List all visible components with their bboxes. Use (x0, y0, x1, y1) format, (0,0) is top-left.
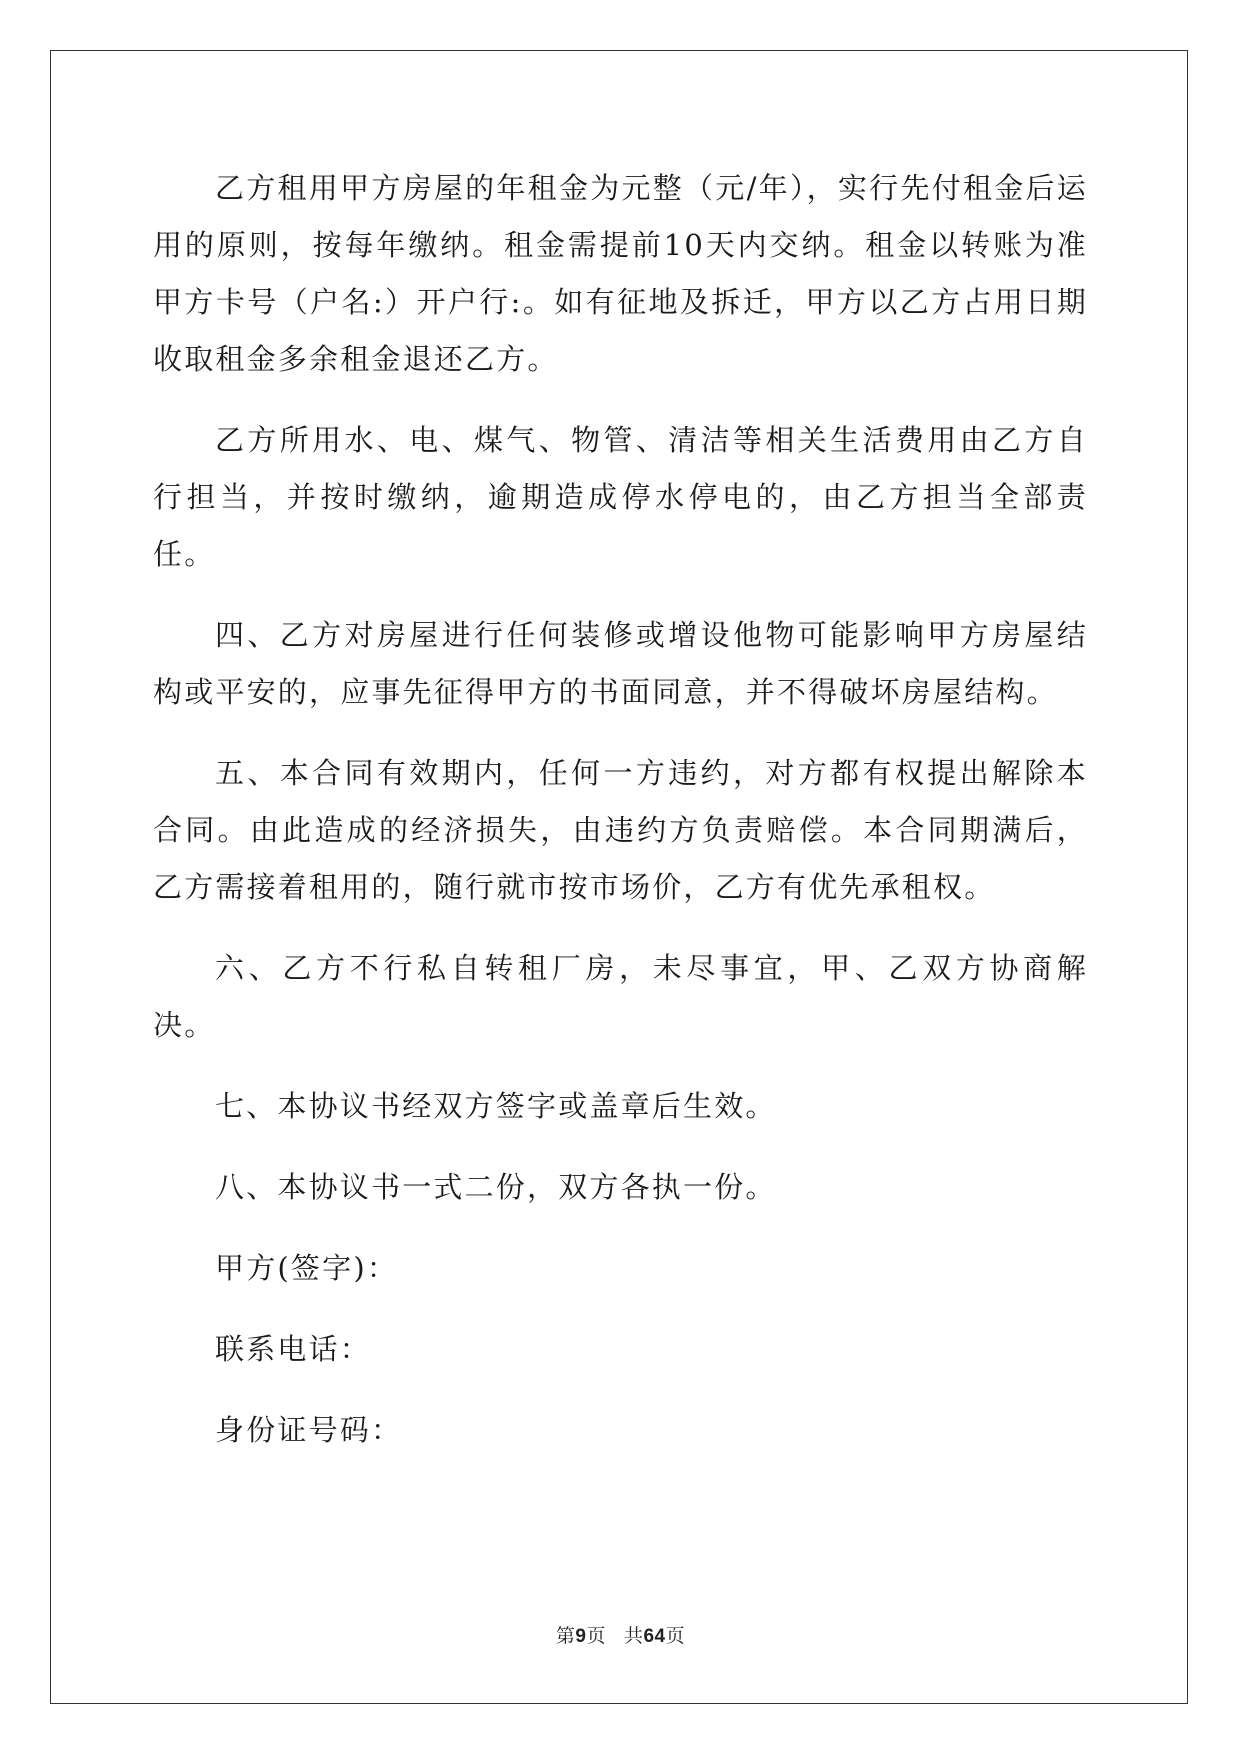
signature-party-a: 甲方(签字)： (215, 1251, 399, 1285)
paragraph-rent-terms: 乙方租用甲方房屋的年租金为元整（元/年），实行先付租金后运用的原则，按每年缴纳。租金需提前10天内交纳。租金以转账为准甲方卡号（户名:）开户行:。如有征地及拆迁，甲方以乙方占用日期收取租金多余租金退还乙方。 (153, 171, 1088, 376)
footer-page-prefix: 第 (555, 1625, 576, 1647)
paragraph-clause-7: 七、本协议书经双方签字或盖章后生效。 (215, 1089, 777, 1123)
footer-total-prefix: 共 (623, 1625, 644, 1647)
document-body (153, 160, 1088, 1483)
paragraph-clause-5: 五、本合同有效期内，任何一方违约，对方都有权提出解除本合同。由此造成的经济损失，由违约方负责赔偿。本合同期满后，乙方需接着租用的，随行就市按市场价，乙方有优先承租权。 (153, 756, 1088, 904)
paragraph-clause-8: 八、本协议书一式二份，双方各执一份。 (215, 1170, 777, 1204)
signature-id-number: 身份证号码： (215, 1413, 403, 1447)
paragraph-clause-6: 六、乙方不行私自转租厂房，未尽事宜，甲、乙双方协商解决。 (153, 951, 1088, 1042)
signature-phone: 联系电话： (215, 1332, 372, 1366)
page-footer (0, 1621, 1241, 1648)
footer-total-suffix: 页 (665, 1625, 686, 1647)
footer-page-total: 64 (643, 1626, 666, 1647)
paragraph-utility-fees: 乙方所用水、电、煤气、物管、清洁等相关生活费用由乙方自行担当，并按时缴纳，逾期造成停水停电的，由乙方担当全部责任。 (153, 423, 1088, 571)
footer-page-current: 9 (575, 1626, 587, 1647)
footer-page-suffix: 页 (586, 1625, 606, 1647)
paragraph-clause-4: 四、乙方对房屋进行任何装修或增设他物可能影响甲方房屋结构或平安的，应事先征得甲方的书面同意，并不得破坏房屋结构。 (153, 618, 1088, 709)
